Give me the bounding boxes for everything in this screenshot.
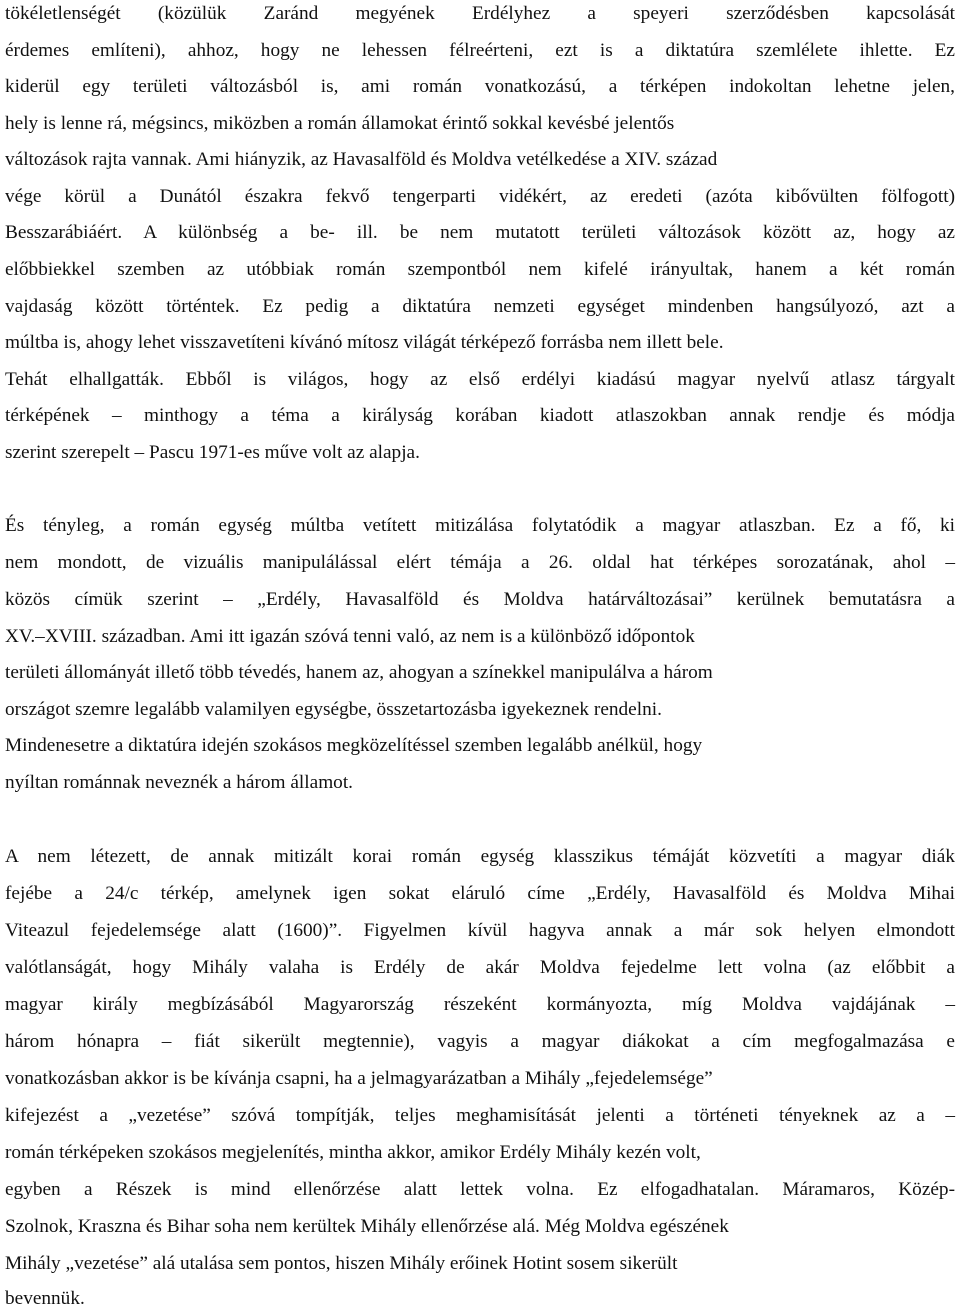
text-line: kiderül egy területi változásból is, ami román vonatkozású, a térképen indokoltan lehetne jelen, <box>5 76 955 97</box>
text-line: valótlanságát, hogy Mihály valaha is Erdély de akár Moldva fejedelme lett volna (az előbbit a <box>5 957 955 978</box>
text-line: Szolnok, Kraszna és Bihar soha nem kerültek Mihály ellenőrzése alá. Még Moldva egészének <box>5 1216 729 1237</box>
text-line: előbbiekkel szemben az utóbbiak román szempontból nem kifelé irányultak, hanem a két román <box>5 259 955 280</box>
text-line: kifejezést a „vezetése” szóvá tompítják, teljes meghamisítását jelenti a történeti tényeknek az a – <box>5 1105 955 1126</box>
text-line: vége körül a Dunától északra fekvő tengerparti vidékért, az eredeti (azóta kibővülten fölfogott) <box>5 186 955 207</box>
text-line: nyíltan románnak neveznék a három államot. <box>5 772 354 793</box>
text-line: érdemes említeni), ahhoz, hogy ne lehessen félreérteni, ezt is a diktatúra szemlélete ihlette. Ez <box>5 40 955 61</box>
text-line: Besszarábiáért. A különbség a be- ill. be nem mutatott területi változások között az, hogy az <box>5 222 955 243</box>
text-line: bevennük. <box>5 1288 85 1309</box>
text-line: Tehát elhallgatták. Ebből is világos, hogy az első erdélyi kiadású magyar nyelvű atlasz tárgyalt <box>5 369 955 390</box>
text-line: XV.–XVIII. században. Ami itt igazán szóvá tenni való, az nem is a különböző időpontok <box>5 626 695 647</box>
text-line: hely is lenne rá, mégsincs, miközben a román államokat érintő sokkal kevésbé jelentős <box>5 113 675 134</box>
text-line: magyar király megbízásából Magyarország részeként kormányozta, míg Moldva vajdájának – <box>5 994 955 1015</box>
text-line: közös címük szerint – „Erdély, Havasalföld és Moldva határváltozásai” kerülnek bemutatásra a <box>5 589 955 610</box>
text-line: szerint szerepelt – Pascu 1971-es műve volt az alapja. <box>5 442 420 463</box>
text-line: A nem létezett, de annak mitizált korai román egység klasszikus témáját közvetíti a magyar diák <box>5 846 955 867</box>
text-line: Mihály „vezetése” alá utalása sem pontos, hiszen Mihály erőinek Hotint sosem sikerült <box>5 1253 678 1274</box>
text-line: vajdaság között történtek. Ez pedig a diktatúra nemzeti egységet mindenben hangsúlyozó, azt a <box>5 296 955 317</box>
text-line: változások rajta vannak. Ami hiányzik, az Havasalföld és Moldva vetélkedése a XIV. század <box>5 149 718 170</box>
text-line: országot szemre legalább valamilyen egységbe, összetartozásba igyekeznek rendelni. <box>5 699 662 720</box>
text-line: tökéletlenségét (közülük Zaránd megyének Erdélyhez a speyeri szerződésben kapcsolását <box>5 3 955 24</box>
text-line: múltba is, ahogy lehet visszavetíteni kívánó mítosz világát térképező forrásba nem illett bele. <box>5 332 724 353</box>
text-line: Viteazul fejedelemsége alatt (1600)”. Figyelmen kívül hagyva annak a már sok helyen elmondott <box>5 920 955 941</box>
text-line: három hónapra – fiát sikerült megtennie), vagyis a magyar diákokat a cím megfogalmazása e <box>5 1031 955 1052</box>
text-line: Mindenesetre a diktatúra idején szokásos megközelítéssel szemben legalább anélkül, hogy <box>5 735 703 756</box>
text-line: román térképeken szokásos megjelenítés, mintha akkor, amikor Erdély Mihály kezén volt, <box>5 1142 701 1163</box>
text-line: És tényleg, a román egység múltba vetített mitizálása folytatódik a magyar atlaszban. Ez a fő, ki <box>5 515 955 536</box>
text-line: térképének – minthogy a téma a királyság korában kiadott atlaszokban annak rendje és módja <box>5 405 955 426</box>
text-line: területi állományát illető több tévedés, hanem az, ahogyan a színekkel manipulálva a három <box>5 662 713 683</box>
text-line: fejébe a 24/c térkép, amelynek igen sokat eláruló címe „Erdély, Havasalföld és Moldva Mihai <box>5 883 955 904</box>
text-line: vonatkozásban akkor is be kívánja csapni, ha a jelmagyarázatban a Mihály „fejedelemsége” <box>5 1068 713 1089</box>
text-line: egyben a Részek is mind ellenőrzése alatt lettek volna. Ez elfogadhatalan. Máramaros, Közép- <box>5 1179 955 1200</box>
text-line: nem mondott, de vizuális manipulálással elért témája a 26. oldal hat térképes sorozatának, ahol – <box>5 552 955 573</box>
